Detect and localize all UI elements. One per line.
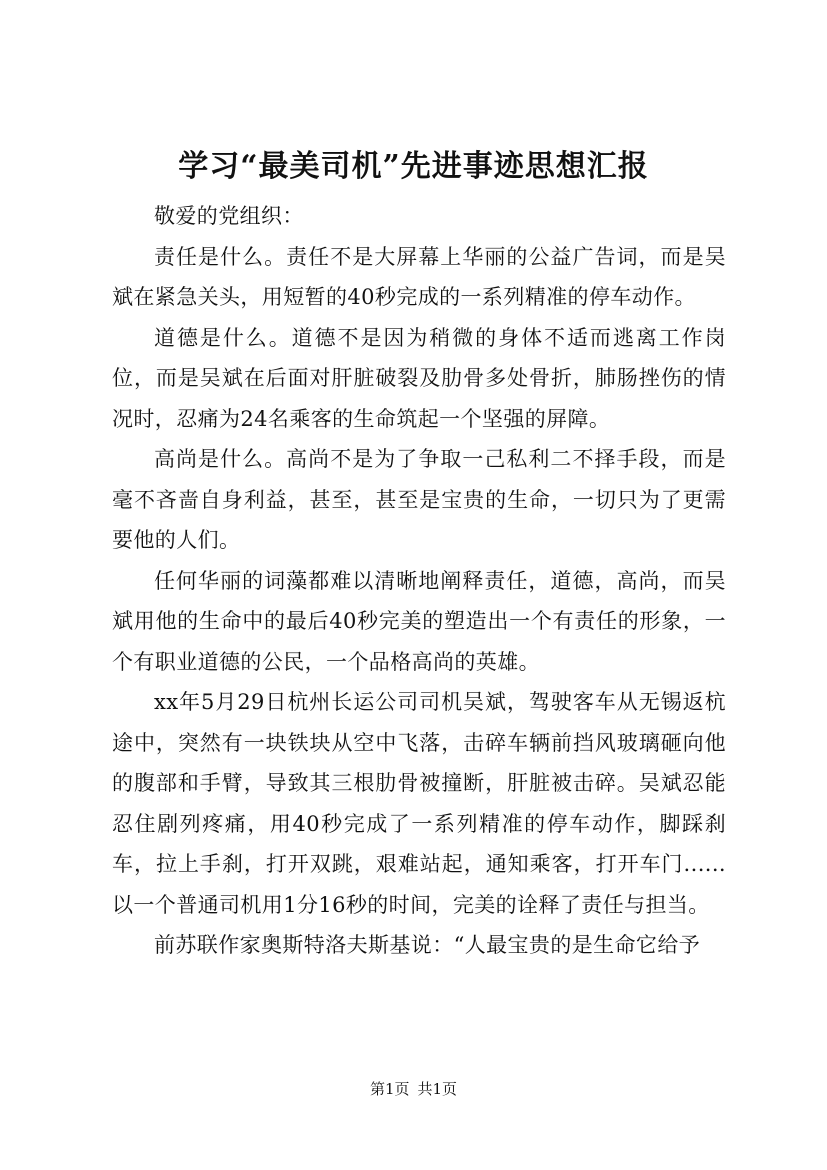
paragraph-morality: 道德是什么。道德不是因为稍微的身体不适而逃离工作岗位，而是吴斌在后面对肝脏破裂及肋骨多处骨折，肺肠挫伤的情况时，忍痛为24名乘客的生命筑起一个坚强的屏障。 bbox=[112, 325, 726, 431]
document-body bbox=[112, 196, 726, 966]
page-total: 共1页 bbox=[417, 1080, 458, 1098]
paragraph-quote: 前苏联作家奥斯特洛夫斯基说：“人最宝贵的是生命它给予 bbox=[154, 933, 701, 957]
document-title: 学习“最美司机”先进事迹思想汇报 bbox=[178, 149, 649, 184]
paragraph-summary: 任何华丽的词藻都难以清晰地阐释责任，道德，高尚，而吴斌用他的生命中的最后40秒完美的塑造出一个有责任的形象，一个有职业道德的公民，一个品格高尚的英雄。 bbox=[112, 568, 726, 674]
salutation: 敬爱的党组织： bbox=[154, 204, 304, 228]
paragraph-event: xx年5月29日杭州长运公司司机吴斌，驾驶客车从无锡返杭途中，突然有一块铁块从空中飞落，击碎车辆前挡风玻璃砸向他的腹部和手臂，导致其三根肋骨被撞断，肝脏被击碎。吴斌忍能忍住剧列疼痛，用40秒完成了一系列精准的停车动作，脚踩刹车，拉上手刹，打开双跳，艰难站起，通知乘客，打开车门......以一个普通司机用1分16秒的时间，完美的诠释了责任与担当。 bbox=[112, 690, 726, 917]
paragraph-responsibility: 责任是什么。责任不是大屏幕上华丽的公益广告词，而是吴斌在紧急关头，用短暂的40秒完成的一系列精准的停车动作。 bbox=[112, 244, 726, 309]
page-number: 第1页 bbox=[369, 1080, 410, 1098]
page-footer bbox=[0, 1078, 827, 1100]
paragraph-nobility: 高尚是什么。高尚不是为了争取一己私利二不择手段，而是毫不吝啬自身利益，甚至，甚至是宝贵的生命，一切只为了更需要他的人们。 bbox=[112, 447, 726, 552]
